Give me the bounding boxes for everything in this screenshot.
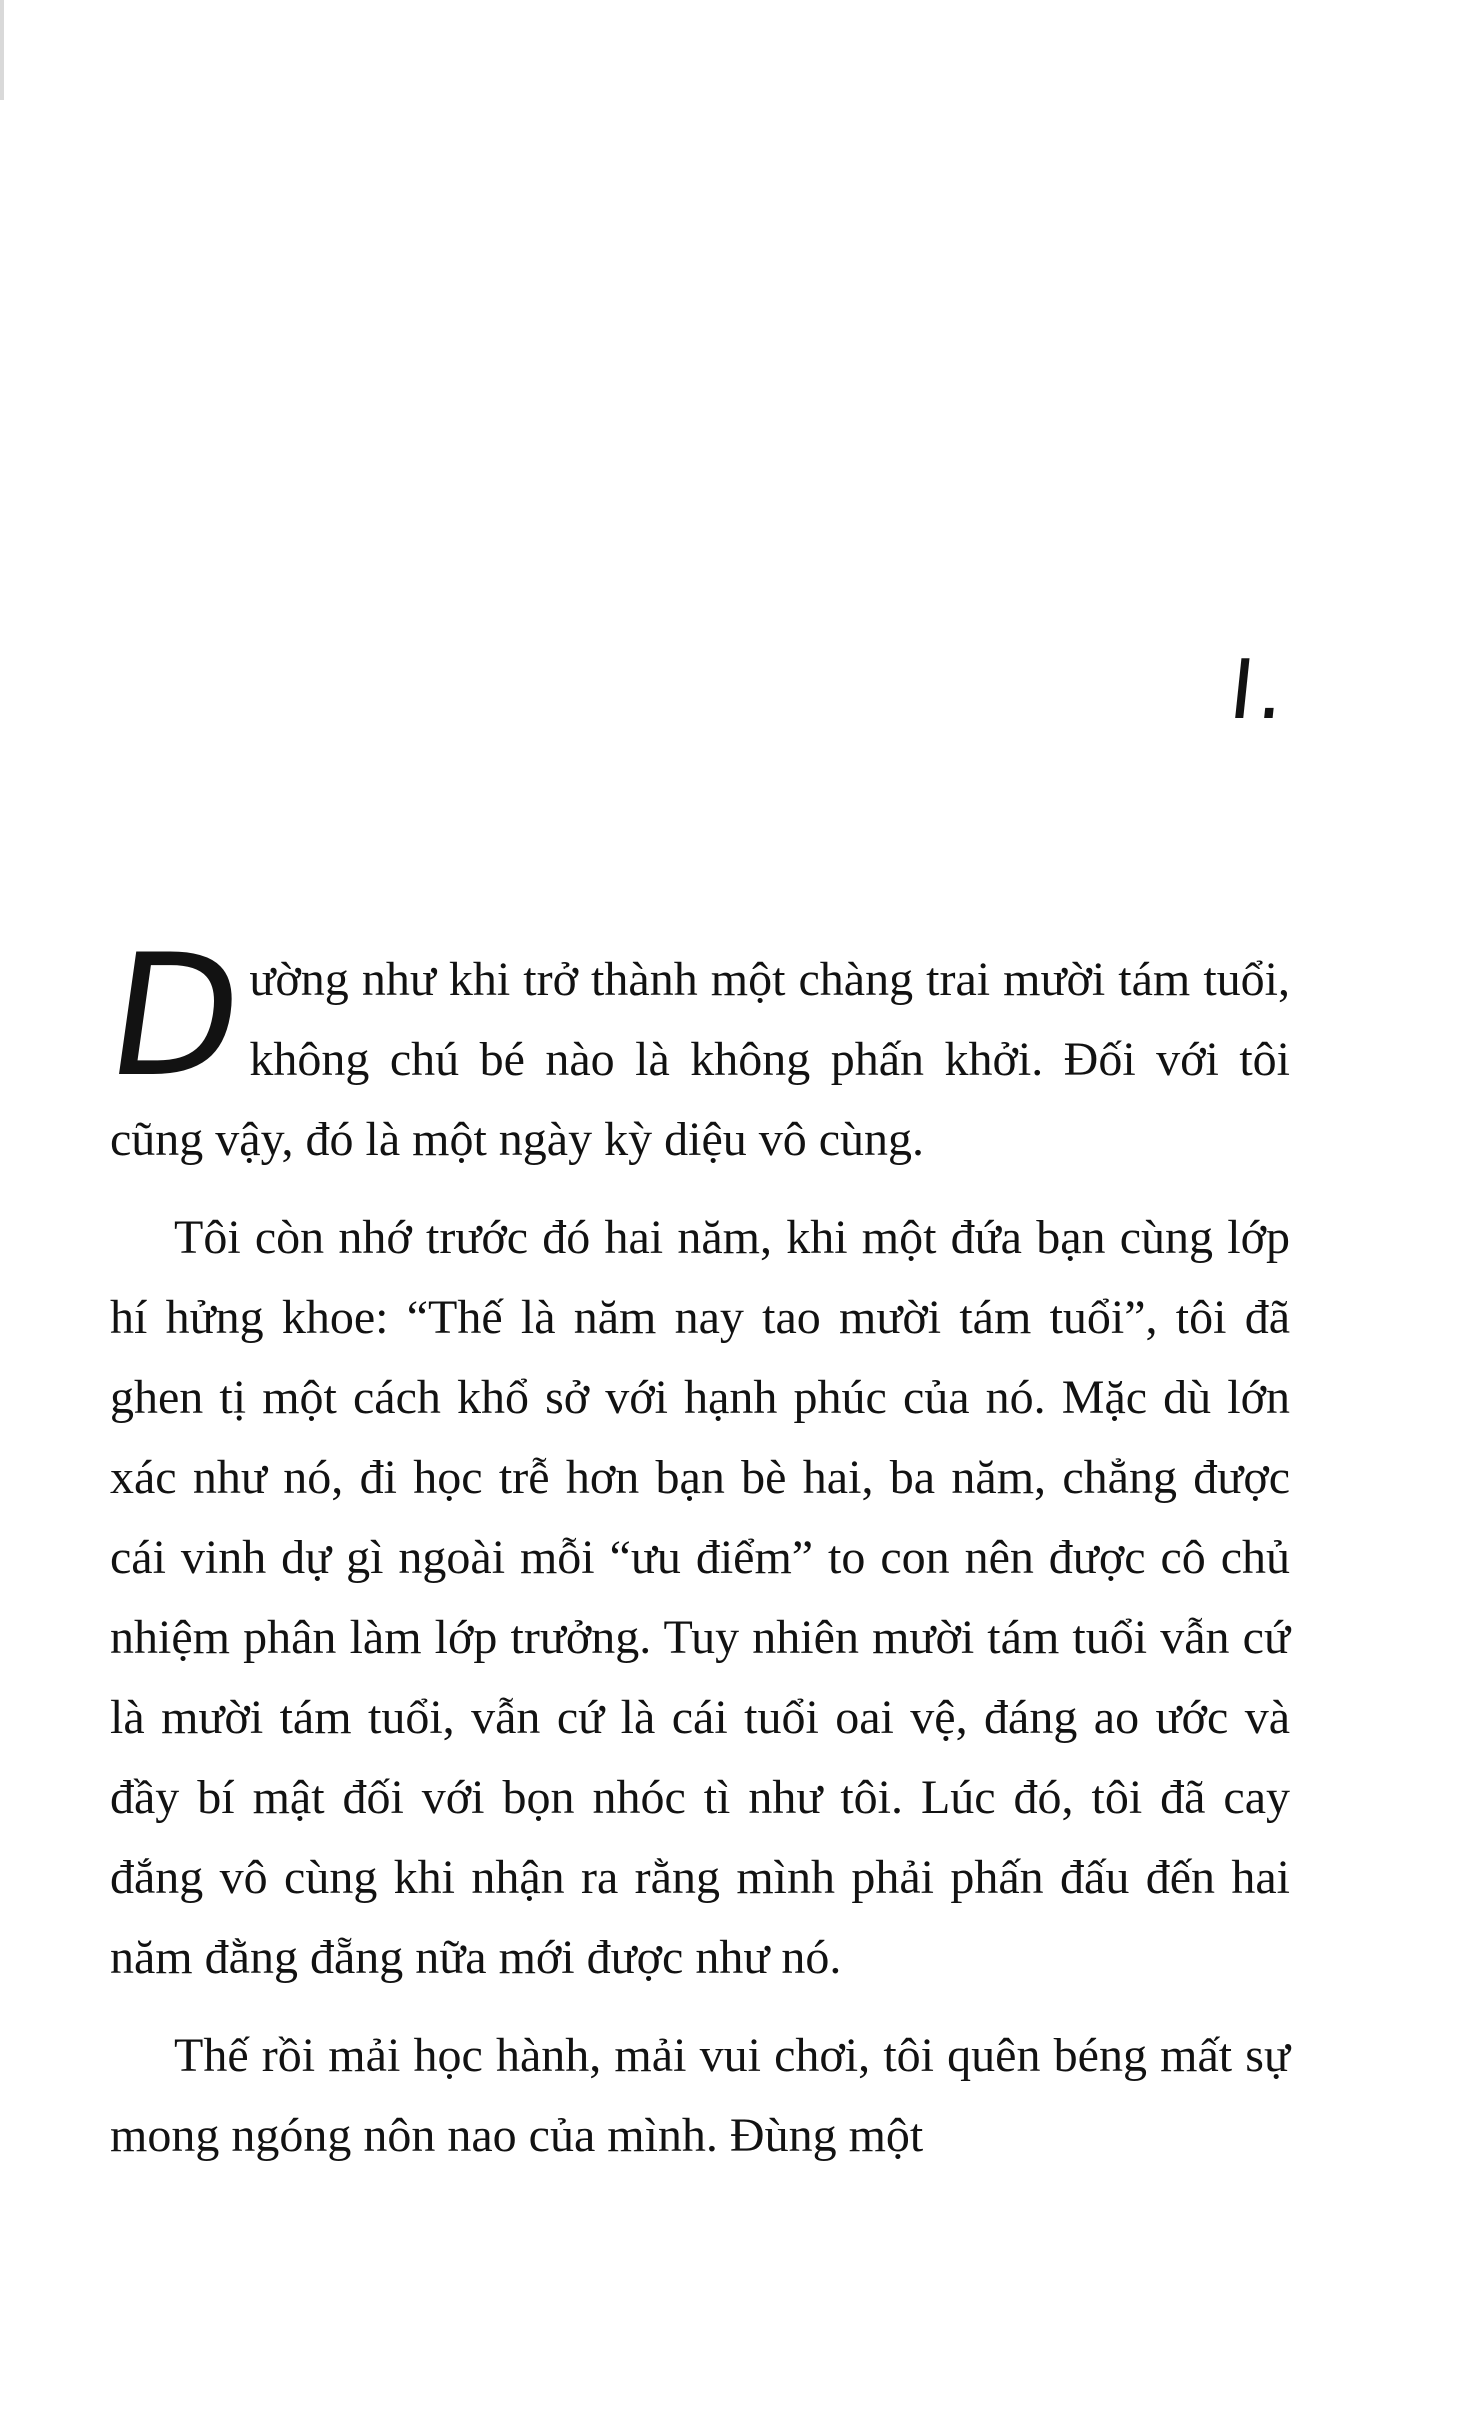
page-edge <box>0 0 4 100</box>
chapter-number: I. <box>1225 643 1294 738</box>
paragraph-2: Tôi còn nhớ trước đó hai năm, khi một đứa bạn cùng lớp hí hửng khoe: “Thế là năm nay tao mười tám tuổi”, tôi đã ghen tị một cách khổ sở với hạnh phúc của nó. Mặc dù lớn xác như nó, đi học trễ hơn bạn bè hai, ba năm, chẳng được cái vinh dự gì ngoài mỗi “ưu điểm” to con nên được cô chủ nhiệm phân làm lớp trưởng. Tuy nhiên mười tám tuổi vẫn cứ là mười tám tuổi, vẫn cứ là cái tuổi oai vệ, đáng ao ước và đầy bí mật đối với bọn nhóc tì như tôi. Lúc đó, tôi đã cay đắng vô cùng khi nhận ra rằng mình phải phấn đấu đến hai năm đằng đẵng nữa mới được như nó. <box>110 1211 1290 1984</box>
paragraph-3: Thế rồi mải học hành, mải vui chơi, tôi quên béng mất sự mong ngóng nôn nao của mình. Đùng một <box>110 2029 1290 2162</box>
drop-cap: D <box>96 918 254 1114</box>
chapter-body <box>96 918 1290 2176</box>
paragraph-1 <box>96 918 1290 1180</box>
paragraph-1-text: ường như khi trở thành một chàng trai mười tám tuổi, không chú bé nào là không phấn khởi. Đối với tôi cũng vậy, đó là một ngày kỳ diệu vô cùng. <box>110 953 1290 1166</box>
